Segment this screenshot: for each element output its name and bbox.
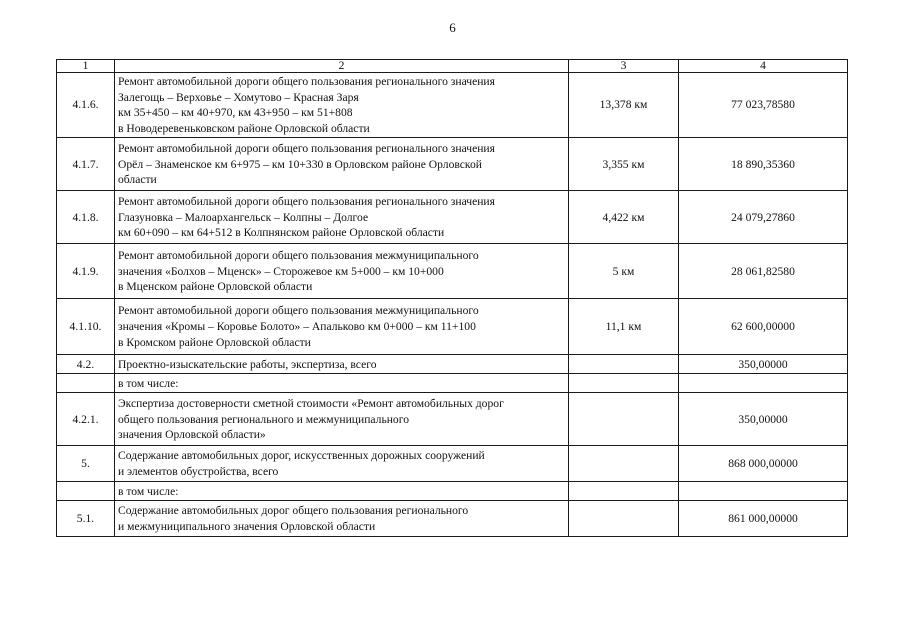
table-row [57, 138, 848, 191]
table-row [57, 393, 848, 446]
item-length [569, 501, 679, 537]
item-number: 4.1.8. [57, 191, 115, 244]
table-row [57, 244, 848, 299]
table-row [57, 299, 848, 355]
item-number [57, 374, 115, 393]
item-number: 4.1.6. [57, 73, 115, 138]
item-description: Проектно-изыскательские работы, экспертиза, всего [115, 355, 569, 374]
item-amount: 62 600,00000 [679, 299, 848, 355]
table-row [57, 355, 848, 374]
table-row [57, 191, 848, 244]
item-description: в том числе: [115, 374, 569, 393]
table-row [57, 73, 848, 138]
item-description: Ремонт автомобильной дороги общего пользования межмуниципального значения «Кромы – Коровье Болото» – Апальково км 0+000 – км 11+100 в Кромском районе Орловской области [115, 299, 569, 355]
column-header: 2 [115, 60, 569, 73]
column-header: 1 [57, 60, 115, 73]
item-amount: 350,00000 [679, 355, 848, 374]
item-number: 4.2.1. [57, 393, 115, 446]
item-number: 4.1.10. [57, 299, 115, 355]
item-length [569, 374, 679, 393]
item-length: 11,1 км [569, 299, 679, 355]
item-number: 4.1.7. [57, 138, 115, 191]
item-amount: 18 890,35360 [679, 138, 848, 191]
table-row [57, 501, 848, 537]
item-length [569, 355, 679, 374]
item-number: 4.2. [57, 355, 115, 374]
page-number: 6 [449, 20, 456, 35]
item-number: 4.1.9. [57, 244, 115, 299]
table-row [57, 446, 848, 482]
item-amount: 861 000,00000 [679, 501, 848, 537]
item-length: 13,378 км [569, 73, 679, 138]
item-amount: 868 000,00000 [679, 446, 848, 482]
item-description: в том числе: [115, 482, 569, 501]
column-numbers-row [57, 60, 848, 73]
item-length [569, 446, 679, 482]
item-description: Содержание автомобильных дорог общего пользования регионального и межмуниципального значения Орловской области [115, 501, 569, 537]
item-length: 4,422 км [569, 191, 679, 244]
item-amount [679, 374, 848, 393]
column-header: 4 [679, 60, 848, 73]
item-length: 3,355 км [569, 138, 679, 191]
item-length: 5 км [569, 244, 679, 299]
item-description: Содержание автомобильных дорог, искусственных дорожных сооружений и элементов обустройства, всего [115, 446, 569, 482]
item-description: Ремонт автомобильной дороги общего пользования регионального значения Орёл – Знаменское км 6+975 – км 10+330 в Орловском районе Орловской области [115, 138, 569, 191]
table-row [57, 482, 848, 501]
item-amount [679, 482, 848, 501]
item-description: Ремонт автомобильной дороги общего пользования межмуниципального значения «Болхов – Мценск» – Сторожевое км 5+000 – км 10+000 в Мценском районе Орловской области [115, 244, 569, 299]
item-number: 5. [57, 446, 115, 482]
item-length [569, 482, 679, 501]
item-amount: 28 061,82580 [679, 244, 848, 299]
column-header: 3 [569, 60, 679, 73]
item-description: Ремонт автомобильной дороги общего пользования регионального значения Залегощь – Верховье – Хомутово – Красная Заря км 35+450 – км 40+970, км 43+950 – км 51+808 в Новодеревеньковском районе Орловской области [115, 73, 569, 138]
item-length [569, 393, 679, 446]
item-description: Экспертиза достоверности сметной стоимости «Ремонт автомобильных дорог общего пользования регионального и межмуниципального значения Орловской области» [115, 393, 569, 446]
item-number [57, 482, 115, 501]
works-table [56, 59, 848, 537]
item-description: Ремонт автомобильной дороги общего пользования регионального значения Глазуновка – Малоархангельск – Колпны – Долгое км 60+090 – км 64+512 в Колпнянском районе Орловской области [115, 191, 569, 244]
item-amount: 350,00000 [679, 393, 848, 446]
table-row [57, 374, 848, 393]
item-number: 5.1. [57, 501, 115, 537]
item-amount: 77 023,78580 [679, 73, 848, 138]
item-amount: 24 079,27860 [679, 191, 848, 244]
